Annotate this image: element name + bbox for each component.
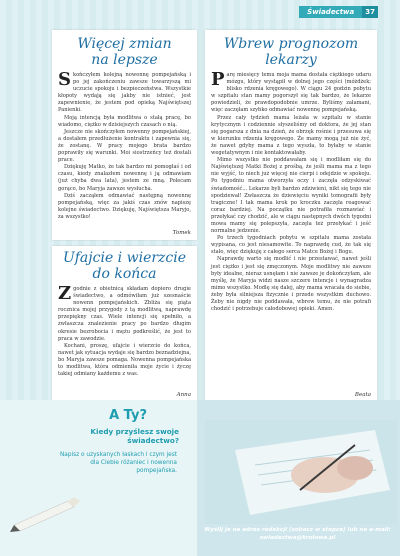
article-1-paragraph: Skończyłem kolejną nowennę pompejańską i po jej zakończeniu zawsze towarzyszą mi uczucie spokoju i bezpieczeństwa. Wszystkie kłopoty wydają się jakby nie istnieć, jest zapewnienie, że jestem pod opieką Najświętszej Panienki.: [58, 69, 191, 114]
drop-cap: S: [58, 69, 71, 90]
article-1-paragraph: Dziękuję Matko, że tak bardzo mi pomogłaś i od czasu, kiedy znalazłem nowennę i ją odmawiam (już chyba dwa lata), jestem ze mną. Polecam gorąco, bo Maryja zawsze wysłucha.: [58, 164, 191, 192]
pencil-icon: [8, 495, 88, 533]
article-2-paragraph: Naprawdę warto się modlić i nie przestawać, nawet jeśli jest ciężko i jest się zmęczonym. Moje modlitwy nie zawsze były idealne, nieraz usnęłam i nie zawsze je dokończyłam, ale myślę, że Maryja widzi nasze szczere intencje i wynagradza mimo wszystko. Modlę się dalej, aby mama wracała do siebie, żeby była silniejsza fizycznie i przede wszystkim duchowo. Żeby nie nigdy nie poddawała, wbrew temu, że nie potrafi chodzić i potrzebuje całodobowej opieki. Amen.: [211, 256, 371, 313]
writing-hands-photo: [205, 420, 397, 524]
article-2-paragraph: Przez cały tydzień mama leżała w szpitalu w stanie krytycznym i codziennie słyszeliśmy od doktora, że jej stan się pogarsza z dnia na dzień, że obrzęk rośnie i przesuwa się w kierunku rdzenia kręgowego. Że mamy mogą już nie żyć, że nawet gdyby mama z tego wyszła, to byłaby w stanie wegetatywnym i nie kontaktowałaby.: [211, 114, 371, 157]
promo-subheading: Kiedy przyślesz swoje świadectwo?: [90, 427, 179, 445]
article-card-1: [52, 30, 197, 240]
promo-body: Napisz o uzyskanych łaskach i czym jest dla Ciebie różaniec i nowenna pompejańska.: [59, 452, 177, 474]
article-3-paragraph: Kochani, proszę, ufajcie i wierzcie do końca, nawet jak sytuacja wydaje się bardzo beznadziejna, bo Maryja zawsze pomaga. Nowenna pompejańska to modlitwa, która odmieniła moje życie i życzę takiej odmiany każdemu z was.: [58, 342, 191, 378]
promo-footer: Wyślij je na adres redakcji (zobacz w stopce) lub na e-mail: swiadectwa@krolowa.pl: [204, 527, 391, 541]
article-1-paragraph: Dziś zacząłem odmawiać następną nowennę pompejańską, więc za jakiś czas znów napiszę kolejne świadectwo. Dziękuję, Najświętsza Maryjo, za wszystko!: [58, 192, 191, 220]
article-3-signature: Anna: [176, 392, 191, 398]
article-card-2: [205, 30, 377, 402]
article-2-title: [205, 36, 377, 68]
article-3-title: [52, 250, 197, 282]
page-header: [299, 6, 378, 18]
drop-cap: P: [211, 69, 225, 90]
article-3-body: [52, 282, 197, 378]
article-2-title-line-2: lekarzy: [265, 52, 317, 68]
article-3-title-line-1: Ufajcie i wierzcie: [62, 250, 187, 266]
article-1-body: [52, 68, 197, 221]
drop-cap: Z: [58, 283, 72, 304]
article-3-paragraph: Zgodnie z obietnicą składam dopiero drugie świadectwo, a odmówiłam już szesnaście nowenn pompejańskich. Zbliża się piąta rocznica mojej przygody z tą modlitwą, naprawdę przepiękny czas. Wiele intencji się spełniło, a zwłaszcza znalezienie pracy po bardzo długim okresie bezrobocia i mężu podkreślić, że jest to praca w zawodzie.: [58, 283, 191, 342]
article-1-title: [52, 36, 197, 68]
article-2-paragraph: Mimo wszystko nie poddawałam się i modliłam się do Najświętszej Matki Bożej z prośbą, że jeśli mama ma z tego nie wyjść, to niech już więcej nie cierpi i odejdzie w spokoju. Po tygodniu mama otworzyła oczy i zaczęła odzyskiwać świadomość... Lekarze byli bardzo zdziwieni, nikt się tego nie spodziewał! Zwłaszcza że dziewięciu wyniki tomografii były tragiczne! I tak mama krok po kroczku zaczęła reagować coraz bardziej. Na początku nie potrafiła rozmawiać i przełykać czy chodzić, ale w ciągu następnych dwóch tygodni mowa mamy się polepszyła, zaczęła też przełykać i jeść normalne jedzenie.: [211, 157, 371, 235]
article-2-signature: Beata: [354, 392, 371, 398]
page-number: 37: [362, 6, 378, 18]
article-1-title-line-2: na lepsze: [91, 52, 158, 68]
article-1-title-line-1: Więcej zmian: [77, 36, 172, 52]
article-3-title-line-2: do końca: [92, 266, 157, 282]
article-1-signature: Tomek: [172, 230, 191, 236]
article-2-title-line-1: Wbrew prognozom: [223, 36, 359, 52]
article-1-paragraph: Jeszcze nie skończyłem nowenny pompejańskiej, a dostałem przedłużenie kontraktu i zapewnia się, że zostanę. W pracy mojego brata bardzo poprawiły się warunki. Moi siostrzeńcy też dostali prace.: [58, 128, 191, 164]
article-2-body: [205, 68, 377, 313]
article-card-3: [52, 246, 197, 402]
article-2-paragraph: Po trzech tygodniach pobytu w szpitalu mama została wypisana, co jest niesamowite. To naprawdę cud, że tak się stało, więc dziękuję z całego serca Matce Bożej i Bogu.: [211, 235, 371, 256]
article-1-paragraph: Moją intencją była modlitwa o stałą pracę, bo wiadomo, ciężko w dzisiejszych czasach o nią.: [58, 114, 191, 128]
promo-heading: A Ty?: [109, 408, 147, 423]
section-label: Świadectwa: [299, 6, 362, 18]
article-2-paragraph: Parę miesięcy temu moja mama dostała ciężkiego udaru mózgu, który wystąpił w dolnej jego części (móżdżek; blisko rdzenia kręgowego). W ciągu 24 godzin pobytu w szpitalu stan mamy pogorszył się tak bardzo, że lekarze powiedzieli, że prawdopodobnie umrze. Byliśmy załamani, więc zaczęłam szybko odmawiać nowennę pompejańską.: [211, 69, 371, 114]
